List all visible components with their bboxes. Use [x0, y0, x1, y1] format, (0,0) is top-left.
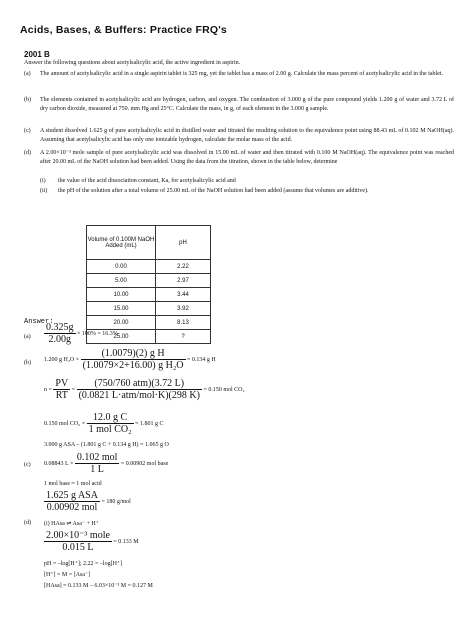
- text: 0.08843 L ×: [44, 460, 74, 467]
- table-cell: 3.44: [156, 288, 211, 302]
- result: = 180 g/mol: [101, 498, 131, 505]
- table-header-row: [87, 226, 211, 260]
- answer-b-label: (b): [24, 360, 31, 366]
- subpart-ii: [40, 188, 369, 194]
- table-cell: 5.00: [87, 274, 156, 288]
- question-label: (c): [24, 128, 31, 134]
- answer-b-step2: [44, 378, 245, 401]
- denominator: (0.0821 L·atm/mol·K)(298 K): [78, 390, 200, 401]
- question-text: A 2.00×10⁻³ mole sample of pure acetylsalicylic acid was dissolved in 15.00 mL of water and then titrated with 0.100 M NaOH(aq). The equivalence point was reached after 20.00 mL of the NaOH solution had been added. Using the data from the titration, shown in the table below, determine: [40, 150, 454, 165]
- denominator: 0.015 L: [62, 542, 94, 553]
- result: = 0.134 g H: [187, 356, 216, 363]
- answer-a-label: (a): [24, 334, 31, 340]
- question-text: A student dissolved 1.625 g of pure acetylsalicylic acid in distilled water and titrated the resulting solution to the equivalence point using 88.43 mL of 0.102 M NaOH(aq). Assuming that acetylsalicylic acid has only one ionizable hydrogen, calculate the molar mass of the acid.: [40, 128, 454, 143]
- fraction: [75, 452, 120, 475]
- denominator: (1.0079×2+16.00) g H₂O: [82, 360, 184, 371]
- subpart-text: the value of the acid dissociation constant, Ka, for acetylsalicylic acid and: [58, 178, 236, 184]
- answer-c-label: (c): [24, 462, 31, 468]
- question-label: (a): [24, 71, 31, 77]
- fraction: [77, 378, 202, 401]
- subpart-label: (i): [40, 178, 46, 184]
- answer-d-step5: [HAsa] = 0.133 M – 6.03×10⁻³ M = 0.127 M: [44, 583, 153, 589]
- answer-b-step4: 3.000 g ASA – (1.801 g C + 0.134 g H) = 1.065 g O: [44, 442, 169, 448]
- table-row: [87, 288, 211, 302]
- table-row: [87, 260, 211, 274]
- numerator: 12.0 g C: [87, 412, 134, 424]
- section-title: 2001 B: [24, 50, 50, 59]
- answer-d-step4: [H⁺] = M = [Asa⁻]: [44, 572, 91, 578]
- question-text: The elements contained in acetylsalicylic acid are hydrogen, carbon, and oxygen. The combustion of 3.000 g of the pure compound yields 1.200 g of water and 3.72 L of dry carbon dioxide, measured at 750. mm Hg and 25°C. Calculate the mass, in g, of each element in the 3.000 g sample.: [40, 97, 454, 112]
- table-cell: 0.00: [87, 260, 156, 274]
- subpart-label: (ii): [40, 188, 48, 194]
- answer-d-step2: [44, 530, 139, 553]
- subpart-i: [40, 178, 236, 184]
- table-cell: 10.00: [87, 288, 156, 302]
- answer-b-step3: [44, 412, 163, 435]
- denominator: 2.00g: [48, 334, 71, 345]
- table-cell: 20.00: [87, 316, 156, 330]
- table-cell: ?: [156, 330, 211, 344]
- numerator: 0.102 mol: [76, 452, 118, 463]
- denominator: 0.00902 mol: [46, 502, 98, 513]
- answer-b-step1: [44, 348, 216, 371]
- numerator: 0.325g: [46, 322, 74, 333]
- fraction: [87, 412, 134, 435]
- denominator: 1 L: [90, 464, 104, 475]
- question-label: (b): [24, 97, 31, 103]
- numerator: PV: [55, 378, 69, 389]
- fraction: [53, 378, 70, 401]
- result: = 0.133 M: [113, 538, 139, 545]
- subpart-text: the pH of the solution after a total volume of 25.00 mL of the NaOH solution had been added (assume that volumes are additive).: [58, 188, 369, 194]
- denominator: 1 mol CO₂: [88, 424, 132, 435]
- column-header: pH: [156, 226, 211, 260]
- table-row: [87, 302, 211, 316]
- fraction: [44, 530, 112, 553]
- table-cell: 25.00: [87, 330, 156, 344]
- answer-c-step3: [44, 490, 131, 513]
- table-cell: 3.92: [156, 302, 211, 316]
- question-text: The amount of acetylsalicylic acid in a single aspirin tablet is 325 mg, yet the tablet has a mass of 2.00 g. Calculate the mass percent of acetylsalicylic acid in the tablet.: [40, 71, 444, 77]
- text: =: [71, 386, 76, 393]
- result: = 1.801 g C: [135, 420, 164, 427]
- answer-a: [44, 322, 118, 345]
- question-d: [24, 149, 454, 166]
- answer-d-label: (d): [24, 520, 31, 526]
- numerator: 1.625 g ASA: [46, 490, 98, 501]
- answer-c-step2: 1 mol base ≈ 1 mol acid: [44, 481, 102, 487]
- question-b: [24, 96, 454, 113]
- fraction: [44, 322, 76, 345]
- table-cell: 15.00: [87, 302, 156, 316]
- intro-text: Answer the following questions about acetylsalicylic acid, the active ingredient in aspirin.: [24, 60, 241, 66]
- question-c: [24, 127, 454, 144]
- numerator: 2.00×10⁻³ mole: [46, 530, 110, 541]
- column-header: Volume of 0.100M NaOH Added (mL): [87, 226, 156, 260]
- numerator: (1.0079)(2) g H: [81, 348, 186, 360]
- denominator: RT: [55, 390, 68, 401]
- table-cell: 8.13: [156, 316, 211, 330]
- table-cell: 2.97: [156, 274, 211, 288]
- answer-c-step1: [44, 452, 168, 475]
- question-label: (d): [24, 150, 31, 156]
- fraction: [81, 348, 186, 371]
- table-row: [87, 274, 211, 288]
- text: n =: [44, 386, 52, 393]
- numerator: (750/760 atm)(3.72 L): [77, 378, 202, 390]
- result: = 0.150 mol CO₂: [203, 386, 245, 393]
- result: = 0.00902 mol base: [120, 460, 169, 467]
- answer-d-step3: pH = –log[H⁺]; 2.22 = –log[H⁺]: [44, 561, 123, 567]
- answer-heading: Answer:: [24, 318, 54, 326]
- answer-d-step1: (i) HAsa ⇌ Asa⁻ + H⁺: [44, 521, 99, 527]
- page-header: Acids, Bases, & Buffers: Practice FRQ's: [20, 24, 227, 36]
- answer-a-result: × 100% = 16.3%: [77, 330, 118, 337]
- text: 0.150 mol CO₂ ×: [44, 420, 86, 427]
- question-a: [24, 70, 454, 79]
- text: 1.200 g H₂O ×: [44, 356, 80, 363]
- table-cell: 2.22: [156, 260, 211, 274]
- fraction: [44, 490, 100, 513]
